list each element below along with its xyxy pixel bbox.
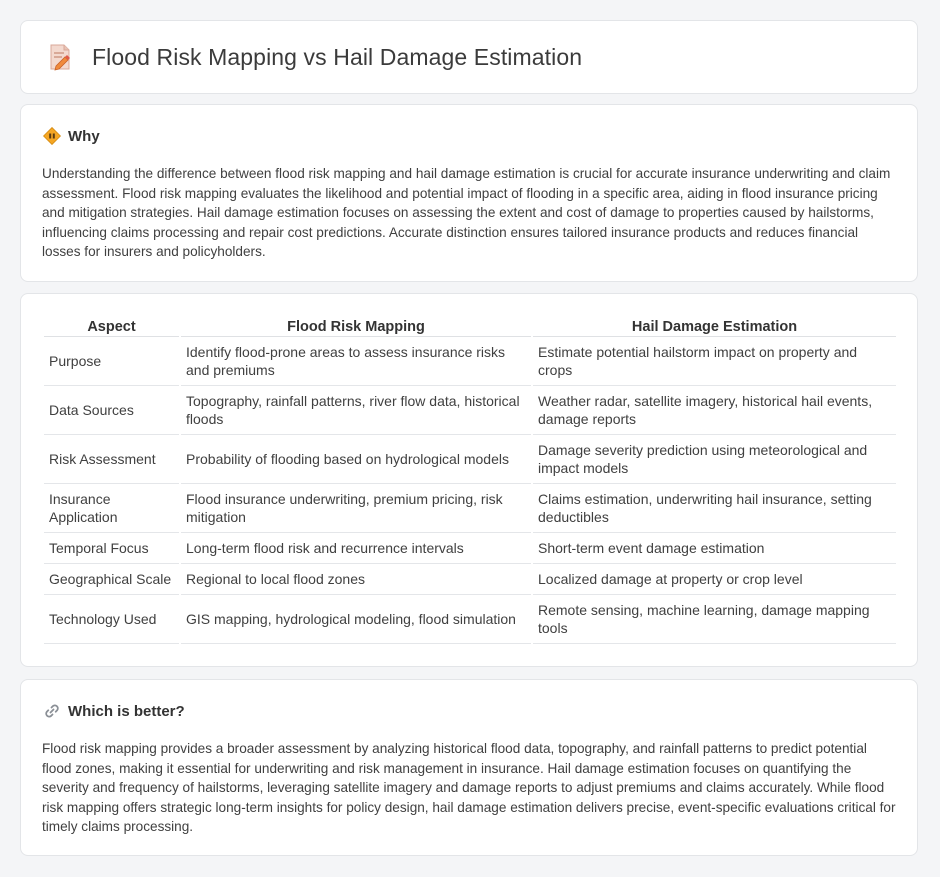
table-row	[44, 337, 896, 386]
row-aspect: Technology Used	[44, 595, 179, 644]
row-aspect: Insurance Application	[44, 484, 179, 533]
why-title: Why	[68, 127, 100, 145]
row-flood-value: Long-term flood risk and recurrence intervals	[181, 533, 531, 564]
row-flood-value: Flood insurance underwriting, premium pricing, risk mitigation	[181, 484, 531, 533]
document-edit-icon	[47, 43, 73, 71]
comparison-table	[42, 317, 898, 644]
better-title: Which is better?	[68, 702, 185, 720]
table-header-row	[44, 317, 896, 337]
header-card	[20, 20, 918, 94]
comparison-card	[20, 293, 918, 667]
row-flood-value: Regional to local flood zones	[181, 564, 531, 595]
row-hail-value: Weather radar, satellite imagery, historical hail events, damage reports	[533, 386, 896, 435]
table-row	[44, 595, 896, 644]
row-hail-value: Remote sensing, machine learning, damage mapping tools	[533, 595, 896, 644]
row-aspect: Geographical Scale	[44, 564, 179, 595]
table-row	[44, 484, 896, 533]
row-flood-value: Probability of flooding based on hydrological models	[181, 435, 531, 484]
header-flood: Flood Risk Mapping	[181, 317, 531, 337]
row-hail-value: Damage severity prediction using meteorological and impact models	[533, 435, 896, 484]
page-title: Flood Risk Mapping vs Hail Damage Estimation	[92, 43, 583, 70]
row-aspect: Data Sources	[44, 386, 179, 435]
better-text: Flood risk mapping provides a broader assessment by analyzing historical flood data, topography, and rainfall patterns to predict potential flood zones, making it essential for underwriting and risk management in insurance. Hail damage estimation focuses on quantifying the severity and frequency of hailstorms, leveraging satellite imagery and damage reports to adjust premiums and claims accurately. While flood risk mapping offers strategic long-term insights for policy design, hail damage estimation delivers precise, event-specific evaluations critical for timely claims processing.	[42, 741, 896, 835]
table-row	[44, 386, 896, 435]
diamond-sign-icon	[43, 127, 61, 145]
row-flood-value: Identify flood-prone areas to assess insurance risks and premiums	[181, 337, 531, 386]
row-flood-value: Topography, rainfall patterns, river flow data, historical floods	[181, 386, 531, 435]
row-hail-value: Short-term event damage estimation	[533, 533, 896, 564]
row-aspect: Temporal Focus	[44, 533, 179, 564]
better-card	[20, 679, 918, 856]
table-row	[44, 533, 896, 564]
row-hail-value: Estimate potential hailstorm impact on property and crops	[533, 337, 896, 386]
row-hail-value: Claims estimation, underwriting hail insurance, setting deductibles	[533, 484, 896, 533]
better-heading	[43, 702, 185, 720]
row-hail-value: Localized damage at property or crop level	[533, 564, 896, 595]
title-row	[47, 43, 582, 71]
row-flood-value: GIS mapping, hydrological modeling, flood simulation	[181, 595, 531, 644]
header-aspect: Aspect	[44, 317, 179, 337]
why-card	[20, 104, 918, 282]
why-heading	[43, 127, 100, 145]
row-aspect: Risk Assessment	[44, 435, 179, 484]
why-text: Understanding the difference between flood risk mapping and hail damage estimation is crucial for accurate insurance underwriting and claim assessment. Flood risk mapping evaluates the likelihood and potential impact of flooding in a specific area, aiding in flood insurance pricing and mitigation strategies. Hail damage estimation focuses on assessing the extent and cost of damage to properties caused by hailstorms, influencing claims processing and repair cost predictions. Accurate distinction ensures tailored insurance products and reduces financial losses for insurers and policyholders.	[42, 166, 891, 260]
link-icon	[43, 702, 61, 720]
row-aspect: Purpose	[44, 337, 179, 386]
header-hail: Hail Damage Estimation	[533, 317, 896, 337]
table-row	[44, 435, 896, 484]
table-row	[44, 564, 896, 595]
